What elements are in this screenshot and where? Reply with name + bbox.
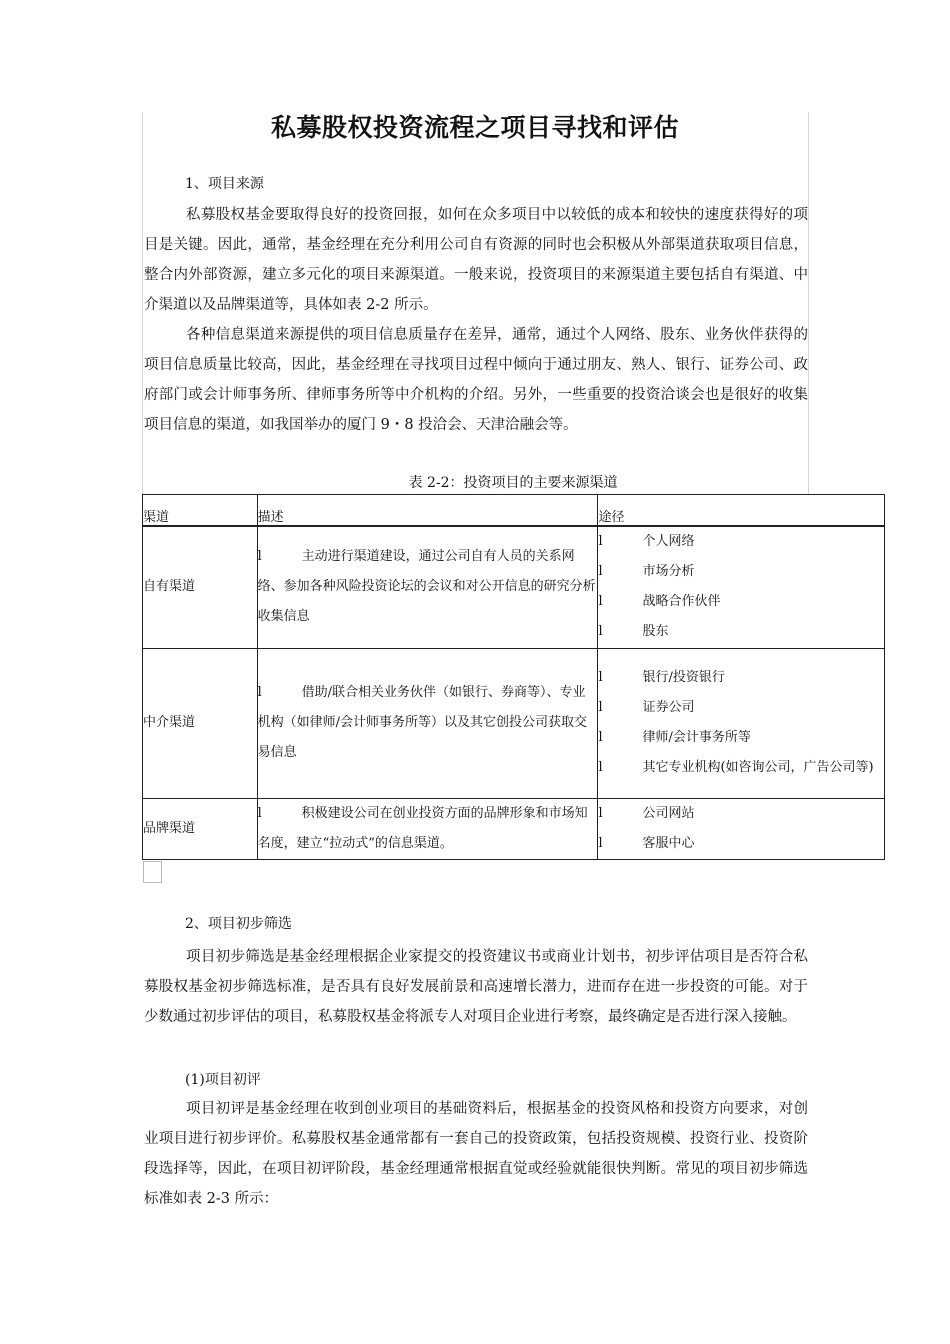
way-item: l 其它专业机构(如咨询公司，广告公司等) [598,760,874,775]
ways-cell [598,798,885,859]
section2-heading: 2、项目初步筛选 [185,916,292,932]
bullet-marker: l [257,549,262,565]
description-text: 借助/联合相关业务伙伴（如银行、券商等）、专业机构（如律师/会计师事务所等）以及其它创投公司获取交易信息 [257,685,587,760]
section2-sub-heading: (1)项目初评 [185,1072,261,1088]
description-cell [257,526,598,648]
ways-cell [598,648,885,798]
way-item: l 律师/会计事务所等 [598,730,751,745]
bullet-marker: l [257,805,262,821]
channel-cell: 自有渠道 [143,526,258,648]
way-item: l 市场分析 [598,564,695,580]
section2-paragraph-1: 项目初步筛选是基金经理根据企业家提交的投资建议书或商业计划书，初步评估项目是否符合私募股权基金初步筛选标准，是否具有良好发展前景和高速增长潜力，进而存在进一步投资的可能。对于少数通过初步评估的项目，私募股权基金将派专人对项目企业进行考察，最终确定是否进行深入接触。 [144,949,808,1025]
bullet-marker: l [257,685,262,700]
way-item: l 证券公司 [598,700,695,715]
table-row [143,798,885,859]
channel-cell: 品牌渠道 [143,798,258,859]
page-frame-right [808,112,809,494]
description-text: 积极建设公司在创业投资方面的品牌形象和市场知名度，建立“拉动式”的信息渠道。 [257,805,588,851]
way-item: l 股东 [598,624,669,640]
table-row [143,526,885,648]
source-channels-table [142,494,885,860]
page-title: 私募股权投资流程之项目寻找和评估 [270,113,679,142]
empty-checkbox[interactable] [143,861,162,883]
way-item: l 公司网站 [598,805,695,821]
header-ways: 途径 [598,495,885,527]
header-channel: 渠道 [143,495,258,527]
table-row [143,648,885,798]
section1-paragraph-2: 各种信息渠道来源提供的项目信息质量存在差异，通常，通过个人网络、股东、业务伙伴获得的项目信息质量比较高，因此，基金经理在寻找项目过程中倾向于通过朋友、熟人、银行、证券公司、政府部门或会计师事务所、律师事务所等中介机构的介绍。另外，一些重要的投资洽谈会也是很好的收集项目信息的渠道，如我国举办的厦门 9・8 投洽会、天津洽融会等。 [144,327,808,433]
section1-paragraph-1: 私募股权基金要取得良好的投资回报，如何在众多项目中以较低的成本和较快的速度获得好的项目是关键。因此，通常，基金经理在充分利用公司自有资源的同时也会积极从外部渠道获取项目信息，整合内外部资源，建立多元化的项目来源渠道。一般来说，投资项目的来源渠道主要包括自有渠道、中介渠道以及品牌渠道等，具体如表 2-2 所示。 [144,207,808,313]
description-text: 主动进行渠道建设，通过公司自有人员的关系网络、参加各种风险投资论坛的会议和对公开信息的研究分析收集信息 [257,549,596,625]
way-item: l 战略合作伙伴 [598,594,721,610]
channel-cell: 中介渠道 [143,648,258,798]
way-item: l 个人网络 [598,534,695,550]
section2-paragraph-2: 项目初评是基金经理在收到创业项目的基础资料后，根据基金的投资风格和投资方向要求，对创业项目进行初步评价。私募股权基金通常都有一套自己的投资政策，包括投资规模、投资行业、投资阶段选择等，因此，在项目初评阶段，基金经理通常根据直觉或经验就能很快判断。常见的项目初步筛选标准如表 2-3 所示： [144,1101,808,1207]
way-item: l 客服中心 [598,835,695,851]
ways-cell [598,526,885,648]
header-description: 描述 [257,495,598,527]
page-frame-left [142,112,143,494]
description-cell [257,798,598,859]
way-item: l 银行/投资银行 [598,670,725,685]
section1-heading: 1、项目来源 [185,176,264,192]
description-cell [257,648,598,798]
table-header-row [143,495,885,527]
table-caption: 表 2-2：投资项目的主要来源渠道 [408,475,618,491]
